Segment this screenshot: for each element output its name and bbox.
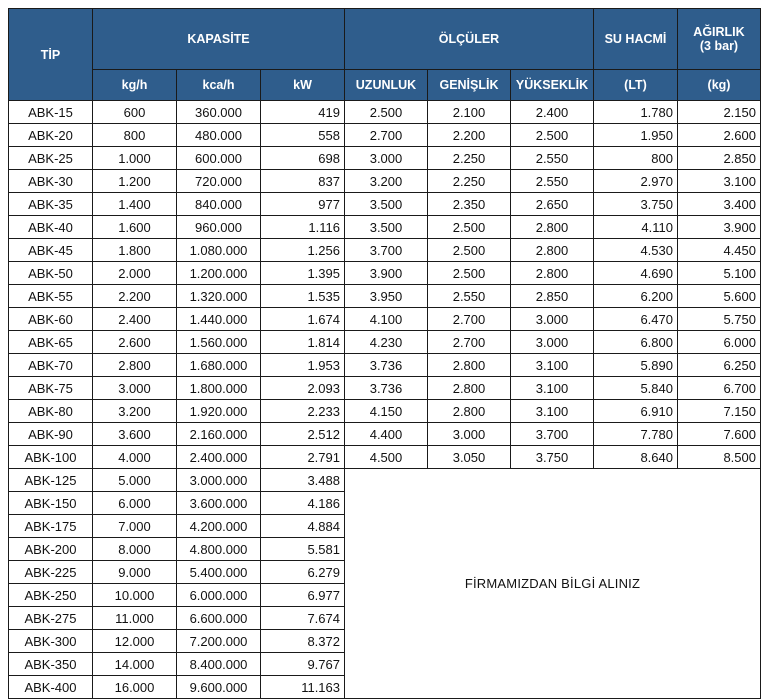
table-cell: 2.250 <box>428 170 511 193</box>
table-cell: 2.600 <box>678 124 761 147</box>
table-row <box>9 147 761 170</box>
table-cell: 11.163 <box>261 676 345 699</box>
table-cell: 9.767 <box>261 653 345 676</box>
subheader-genislik: GENİŞLİK <box>428 70 511 101</box>
table-cell: 800 <box>93 124 177 147</box>
table-cell: 4.690 <box>594 262 678 285</box>
table-cell: 3.736 <box>345 377 428 400</box>
table-cell: 1.535 <box>261 285 345 308</box>
table-cell: 1.560.000 <box>177 331 261 354</box>
table-cell: 1.800 <box>93 239 177 262</box>
table-cell: 8.500 <box>678 446 761 469</box>
table-row <box>9 423 761 446</box>
table-cell: 2.600 <box>93 331 177 354</box>
subheader-kcah: kca/h <box>177 70 261 101</box>
table-cell: 1.953 <box>261 354 345 377</box>
table-cell: 3.750 <box>594 193 678 216</box>
table-cell: 6.700 <box>678 377 761 400</box>
table-cell: 4.186 <box>261 492 345 515</box>
table-cell: 2.400.000 <box>177 446 261 469</box>
table-cell: 2.093 <box>261 377 345 400</box>
table-cell: 3.000 <box>345 147 428 170</box>
table-cell: 11.000 <box>93 607 177 630</box>
table-cell: 2.500 <box>428 216 511 239</box>
header-kapasite: KAPASİTE <box>93 9 345 70</box>
table-cell: 12.000 <box>93 630 177 653</box>
table-cell: 2.200 <box>428 124 511 147</box>
table-cell: ABK-125 <box>9 469 93 492</box>
table-cell: 3.000 <box>428 423 511 446</box>
table-cell: 6.000 <box>93 492 177 515</box>
table-cell: 1.320.000 <box>177 285 261 308</box>
table-cell: 3.950 <box>345 285 428 308</box>
table-cell: 1.680.000 <box>177 354 261 377</box>
table-cell: 7.600 <box>678 423 761 446</box>
spec-table-container <box>8 8 761 699</box>
subheader-kw: kW <box>261 70 345 101</box>
table-cell: 5.750 <box>678 308 761 331</box>
table-cell: 2.800 <box>428 400 511 423</box>
table-cell: 2.400 <box>511 101 594 124</box>
table-cell: 7.674 <box>261 607 345 630</box>
table-cell: 1.200 <box>93 170 177 193</box>
table-cell: 7.780 <box>594 423 678 446</box>
table-cell: 698 <box>261 147 345 170</box>
table-cell: 2.650 <box>511 193 594 216</box>
subheader-yukseklik: YÜKSEKLİK <box>511 70 594 101</box>
table-cell: 837 <box>261 170 345 193</box>
table-row <box>9 170 761 193</box>
table-cell: 2.160.000 <box>177 423 261 446</box>
table-cell: 2.400 <box>93 308 177 331</box>
table-cell: 6.910 <box>594 400 678 423</box>
table-cell: 6.279 <box>261 561 345 584</box>
table-cell: 8.372 <box>261 630 345 653</box>
table-cell: 5.000 <box>93 469 177 492</box>
table-cell: ABK-175 <box>9 515 93 538</box>
table-cell: 7.150 <box>678 400 761 423</box>
table-cell: ABK-45 <box>9 239 93 262</box>
table-cell: 2.250 <box>428 147 511 170</box>
table-row <box>9 446 761 469</box>
table-cell: 2.850 <box>511 285 594 308</box>
table-cell: ABK-150 <box>9 492 93 515</box>
table-cell: 7.200.000 <box>177 630 261 653</box>
table-cell: ABK-40 <box>9 216 93 239</box>
table-cell: 1.256 <box>261 239 345 262</box>
table-cell: 3.000 <box>93 377 177 400</box>
table-cell: 2.000 <box>93 262 177 285</box>
table-cell: ABK-65 <box>9 331 93 354</box>
subheader-uzunluk: UZUNLUK <box>345 70 428 101</box>
table-cell: 1.800.000 <box>177 377 261 400</box>
table-cell: 1.080.000 <box>177 239 261 262</box>
table-cell: 2.200 <box>93 285 177 308</box>
table-cell: 2.150 <box>678 101 761 124</box>
table-cell: 4.800.000 <box>177 538 261 561</box>
table-cell: 1.440.000 <box>177 308 261 331</box>
header-agirlik <box>678 9 761 70</box>
header-agirlik-line1: AĞIRLIK <box>693 25 745 39</box>
table-row <box>9 285 761 308</box>
table-cell: 2.700 <box>345 124 428 147</box>
table-cell: 1.674 <box>261 308 345 331</box>
table-cell: 2.233 <box>261 400 345 423</box>
table-cell: 1.000 <box>93 147 177 170</box>
table-cell: 4.530 <box>594 239 678 262</box>
table-cell: ABK-70 <box>9 354 93 377</box>
table-cell: 4.450 <box>678 239 761 262</box>
table-cell: 960.000 <box>177 216 261 239</box>
table-cell: 600.000 <box>177 147 261 170</box>
table-cell: 840.000 <box>177 193 261 216</box>
table-cell: ABK-35 <box>9 193 93 216</box>
table-cell: 5.100 <box>678 262 761 285</box>
table-row <box>9 354 761 377</box>
table-body <box>9 101 761 699</box>
table-cell: 2.500 <box>345 101 428 124</box>
table-row <box>9 469 761 492</box>
table-cell: ABK-90 <box>9 423 93 446</box>
table-row <box>9 377 761 400</box>
table-cell: ABK-225 <box>9 561 93 584</box>
table-cell: 3.900 <box>345 262 428 285</box>
subheader-kg: (kg) <box>678 70 761 101</box>
table-cell: ABK-275 <box>9 607 93 630</box>
table-cell: 800 <box>594 147 678 170</box>
table-cell: 6.470 <box>594 308 678 331</box>
table-cell: 7.000 <box>93 515 177 538</box>
header-su-hacmi: SU HACMİ <box>594 9 678 70</box>
table-cell: 2.100 <box>428 101 511 124</box>
table-cell: 6.000.000 <box>177 584 261 607</box>
table-row <box>9 124 761 147</box>
table-cell: 5.581 <box>261 538 345 561</box>
table-cell: ABK-350 <box>9 653 93 676</box>
table-cell: 6.250 <box>678 354 761 377</box>
table-cell: 3.700 <box>511 423 594 446</box>
table-cell: 977 <box>261 193 345 216</box>
table-cell: 3.050 <box>428 446 511 469</box>
table-row <box>9 400 761 423</box>
table-cell: 480.000 <box>177 124 261 147</box>
table-cell: 3.100 <box>678 170 761 193</box>
table-cell: 3.200 <box>345 170 428 193</box>
table-cell: 1.116 <box>261 216 345 239</box>
table-cell: 2.970 <box>594 170 678 193</box>
table-cell: 3.000 <box>511 331 594 354</box>
table-cell: 3.488 <box>261 469 345 492</box>
table-row <box>9 216 761 239</box>
table-cell: 3.000 <box>511 308 594 331</box>
table-cell: 720.000 <box>177 170 261 193</box>
table-cell: 3.900 <box>678 216 761 239</box>
table-cell: 3.000.000 <box>177 469 261 492</box>
table-cell: ABK-200 <box>9 538 93 561</box>
table-cell: 2.500 <box>511 124 594 147</box>
table-cell: 558 <box>261 124 345 147</box>
table-cell: 5.890 <box>594 354 678 377</box>
table-cell: ABK-75 <box>9 377 93 400</box>
table-cell: 2.800 <box>428 354 511 377</box>
table-cell: 3.400 <box>678 193 761 216</box>
table-cell: 2.700 <box>428 308 511 331</box>
header-agirlik-line2: (3 bar) <box>699 39 739 53</box>
table-cell: 1.400 <box>93 193 177 216</box>
table-cell: ABK-300 <box>9 630 93 653</box>
table-cell: 6.200 <box>594 285 678 308</box>
table-cell: ABK-20 <box>9 124 93 147</box>
table-cell: 2.800 <box>511 216 594 239</box>
table-cell: ABK-80 <box>9 400 93 423</box>
table-cell: 4.150 <box>345 400 428 423</box>
table-cell: 3.750 <box>511 446 594 469</box>
table-cell: 5.840 <box>594 377 678 400</box>
table-cell: 1.600 <box>93 216 177 239</box>
table-cell: 4.230 <box>345 331 428 354</box>
table-cell: ABK-60 <box>9 308 93 331</box>
table-cell: ABK-30 <box>9 170 93 193</box>
table-cell: 14.000 <box>93 653 177 676</box>
table-cell: 2.800 <box>93 354 177 377</box>
info-message: FİRMAMIZDAN BİLGİ ALINIZ <box>345 469 761 699</box>
table-cell: ABK-100 <box>9 446 93 469</box>
table-cell: ABK-55 <box>9 285 93 308</box>
table-cell: 8.400.000 <box>177 653 261 676</box>
table-cell: 3.200 <box>93 400 177 423</box>
table-cell: ABK-50 <box>9 262 93 285</box>
table-cell: 4.100 <box>345 308 428 331</box>
table-cell: 1.780 <box>594 101 678 124</box>
table-cell: 2.800 <box>511 239 594 262</box>
subheader-kgh: kg/h <box>93 70 177 101</box>
table-cell: 3.600.000 <box>177 492 261 515</box>
table-cell: 6.977 <box>261 584 345 607</box>
header-row <box>9 9 761 70</box>
table-cell: 4.200.000 <box>177 515 261 538</box>
table-cell: 1.920.000 <box>177 400 261 423</box>
table-row <box>9 308 761 331</box>
table-cell: 2.850 <box>678 147 761 170</box>
table-row <box>9 239 761 262</box>
table-row <box>9 193 761 216</box>
table-cell: 8.640 <box>594 446 678 469</box>
table-cell: 2.512 <box>261 423 345 446</box>
table-cell: 4.884 <box>261 515 345 538</box>
table-cell: 4.500 <box>345 446 428 469</box>
table-cell: 4.110 <box>594 216 678 239</box>
table-cell: 2.350 <box>428 193 511 216</box>
table-cell: 3.700 <box>345 239 428 262</box>
table-cell: 2.791 <box>261 446 345 469</box>
subheader-row <box>9 70 761 101</box>
table-cell: 1.950 <box>594 124 678 147</box>
table-cell: 1.200.000 <box>177 262 261 285</box>
table-cell: 2.500 <box>428 262 511 285</box>
table-cell: 5.400.000 <box>177 561 261 584</box>
table-cell: 6.000 <box>678 331 761 354</box>
table-cell: 10.000 <box>93 584 177 607</box>
table-cell: 3.100 <box>511 377 594 400</box>
header-tip: TİP <box>9 9 93 101</box>
table-cell: 3.600 <box>93 423 177 446</box>
table-cell: 360.000 <box>177 101 261 124</box>
table-cell: 6.800 <box>594 331 678 354</box>
table-cell: 16.000 <box>93 676 177 699</box>
table-row <box>9 331 761 354</box>
table-cell: 419 <box>261 101 345 124</box>
table-cell: 4.000 <box>93 446 177 469</box>
table-cell: ABK-400 <box>9 676 93 699</box>
table-cell: 600 <box>93 101 177 124</box>
table-cell: ABK-250 <box>9 584 93 607</box>
table-cell: 3.100 <box>511 354 594 377</box>
table-cell: 3.500 <box>345 216 428 239</box>
table-cell: 4.400 <box>345 423 428 446</box>
table-cell: 2.500 <box>428 239 511 262</box>
table-cell: 2.800 <box>428 377 511 400</box>
table-cell: 3.500 <box>345 193 428 216</box>
table-cell: 2.550 <box>428 285 511 308</box>
table-cell: 9.600.000 <box>177 676 261 699</box>
table-cell: 6.600.000 <box>177 607 261 630</box>
table-cell: 1.814 <box>261 331 345 354</box>
table-cell: 3.100 <box>511 400 594 423</box>
header-olculer: ÖLÇÜLER <box>345 9 594 70</box>
table-cell: ABK-15 <box>9 101 93 124</box>
boiler-spec-table <box>8 8 761 699</box>
table-cell: 2.550 <box>511 147 594 170</box>
table-cell: 8.000 <box>93 538 177 561</box>
table-cell: 5.600 <box>678 285 761 308</box>
table-cell: ABK-25 <box>9 147 93 170</box>
table-cell: 2.800 <box>511 262 594 285</box>
table-cell: 2.700 <box>428 331 511 354</box>
table-cell: 2.550 <box>511 170 594 193</box>
table-row <box>9 262 761 285</box>
table-row <box>9 101 761 124</box>
table-cell: 3.736 <box>345 354 428 377</box>
table-cell: 1.395 <box>261 262 345 285</box>
table-cell: 9.000 <box>93 561 177 584</box>
subheader-lt: (LT) <box>594 70 678 101</box>
